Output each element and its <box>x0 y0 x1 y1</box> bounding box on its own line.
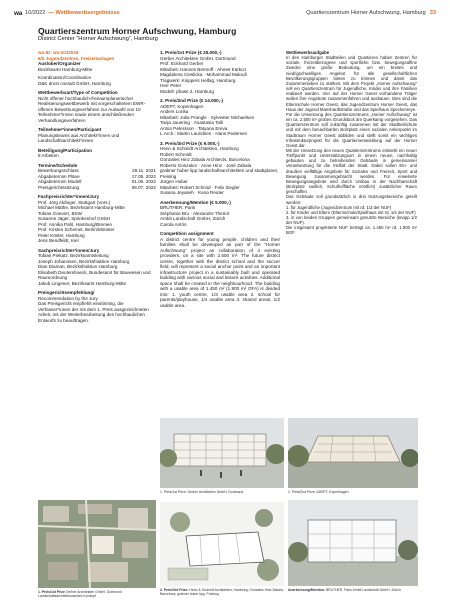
caption-2: 2. Preis/2nd Prize: ADEPT, Kopenhagen <box>288 490 349 494</box>
prize1-heading: 1. Preis/1st Prize (€ 25.000,-) <box>160 50 222 55</box>
caption-3-text: Gerber Architekten GmbH, Dortmund Landschaftsarchitektonisches Konzept <box>38 590 122 598</box>
schedule-date: 06.07. 2022 <box>131 184 156 190</box>
visualization-2-graphic <box>288 418 418 488</box>
caption-3-label: 1. Preis/1st Prize <box>38 590 65 594</box>
article-title-block <box>38 26 418 43</box>
category: 6/5 Jugendzentren, Freizeitanlagen <box>38 55 115 61</box>
image-1st-prize-visualization <box>160 418 284 488</box>
visualization-1-graphic <box>160 418 284 488</box>
caption-4-label: 3. Preis/3rd Prize: <box>160 588 189 592</box>
mention-text: BRUTHER, Paris Stéphanie Bru · Alexandre Theriot Ambit Landschaft GmbH, Zürich Carola Antón <box>160 205 230 227</box>
fact-text: 8 Arbeiten <box>38 153 59 158</box>
image-aerial-site <box>38 500 156 588</box>
page-number: 33 <box>429 10 436 16</box>
prize3-text: Henn & Schmidt Architekten, Hamburg Robert Schmidt Gonzales Hinz Zabala Architects, Barcelona Roberto Gonzalez · Anne Hinz · José Zabala grabner huber lipp landschaftsarchitekten und stadtplaner, Freising Jürgen Huber Mitarbeit: Robert Schmid · Felix Ziegler Susana Jeyaseh · Kena Reuter <box>160 146 279 195</box>
image-mention-visualization <box>288 500 418 586</box>
advisors-heading: Sachpreisrichter*innen/Jury <box>38 247 100 253</box>
fact-heading: Wettbewerbsart/Type of Competition <box>38 90 118 95</box>
schedule-label: Preisgerichtssitzung <box>38 184 80 190</box>
advisors-list: Tobias Piekatz, Bezirksamtsleitung Joseph Johannsen, Bezirksfraktion Hamburg Dian Diaman, Bezirksfraktion Hamburg Elisabeth Deutemboeck, Bundesamt für Bauwesen und Raumordnung Jakob Lingener, Bezirksamt Hamburg-Mitte <box>38 253 151 286</box>
image-2nd-prize-visualization <box>288 418 418 488</box>
prize2-heading: 2. Preis/2nd Prize (€ 14.000,-) <box>160 98 224 103</box>
fact-text: Planungsteams aus Architekt*innen und Landschaftsarchitekt*innen <box>38 132 120 143</box>
running-title: Quartierszentrum Horner Aufschwung, Hamburg <box>306 10 426 16</box>
recommendation-text: Recommendation by the Jury Das Preisgericht empfiehlt einstimmig, die Verfasser*innen der mit dem 1. Preis ausgezeichneten Arbeit, mit der Weiterbearbeitung des hochbaulichen Entwurfs zu beauftragen. <box>38 295 149 323</box>
caption-5-label: Anerkennung/Mention: <box>288 588 325 592</box>
schedule-row <box>38 185 156 191</box>
column-facts <box>38 50 156 323</box>
schedule-label: Abgabetermin Pläne <box>38 173 80 179</box>
plan-3-graphic <box>160 502 284 586</box>
prize2-text: ADEPT, Kopenhagen Anders Lonka Mitarbeit: Julia Prangle · Sylvester Michaelsen Tanja Jauering · Anastasia Talli Anton Petersson · Tatyana Ereva L.Arch.: Martin Lauridsen · Hans Pedersen <box>160 103 255 136</box>
section-label: — Wettbewerbsergebnisse <box>48 10 120 16</box>
caption-3 <box>38 590 156 598</box>
schedule-date: 01.06. 2022 <box>131 179 156 184</box>
article-subtitle: District Center “Horner Aufschwung”, Hamburg <box>38 36 158 42</box>
fact-text: Nicht offener hochbaulich-freiraumplanerischer Realisierungswettbewerb mit vorgeschaltetem EWR-offenen Bewerbungsverfahren zur Auswahl von 10 Teilnehmer*innen sowie einem anschließenden Verhandlungsverfahren <box>38 95 146 123</box>
visualization-mention-graphic <box>288 500 418 586</box>
fact-heading: Teilnehmer*innen/Participant <box>38 127 102 132</box>
recommendation-heading: Preisgerichtsempfehlung/ <box>38 290 95 295</box>
competition-heading: Competition assignment <box>160 231 214 236</box>
schedule-date: 17.05. 2022 <box>131 173 156 179</box>
mention-heading: Anerkennung/Mention (€ 5.000,-) <box>160 199 231 205</box>
schedule-date: 29.11. 2021 <box>132 168 156 173</box>
article-title: Quartierszentrum Horner Aufschwung, Hamburg <box>38 26 237 36</box>
caption-5 <box>288 588 418 592</box>
issue-number: 10/2022 <box>25 10 46 16</box>
jury-list: Prof. Jörg Aldinger, Stuttgart (Vors.) Michael Mathe, Bezirksamt Hamburg-Mitte Tobias Goevert, BSW Susanne Jäger, Sprinkenhof GmbH Prof. Annika Pahl, Hamburg/Bremen Prof. Kirsten Schemel, Berlin/Münster Peter Köster, Hamburg Jens Bendfeldt, Kiel <box>38 199 125 243</box>
wa-id: wa-ID: wa-2032518 <box>38 50 79 55</box>
image-3rd-prize-plan <box>160 502 284 586</box>
caption-5-text: BRUTHER, Paris Ambit Landschaft GmbH, Zürich <box>325 588 401 592</box>
fact-text: Bezirksamt Hamburg-Mitte <box>38 66 93 72</box>
page-header <box>14 8 436 18</box>
prize3-heading: 3. Preis/3rd Prize (€ 9.000,-) <box>160 140 220 146</box>
caption-4-text: Henn & Schmidt Architekten, Hamburg; Gonzales Hinz Zabala, Barcelona; grabner huber lipp, Freising <box>160 588 284 596</box>
fact-text: Koordination/Coordination D&K drost consult GmbH, Hamburg <box>38 75 111 86</box>
caption-1: 1. Preis/1st Prize: Gerber Architekten GmbH, Dortmund <box>160 490 244 494</box>
magazine-logo: wa <box>14 9 23 17</box>
prize1-text: Gerber Architekten GmbH, Dortmund Prof. Eckhard Gerber Mitarbeit: Hannes Bermoff · Ahmet Kürkcü Magdalena Cieslicka · Mohammad Maloufi Tragwerk: Knippers Helbig, Hamburg Herr Peter Modell: phase 2, Hamburg <box>160 55 247 94</box>
schedule-heading: Termine/Schedule <box>38 162 78 168</box>
fact-heading: Auslober/Organizer <box>38 61 81 66</box>
task-text: In den Hamburger Stadtteilen und Quartieren haben Zentren für soziale, freizeitbezogene und sportliche bzw. bewegungsaffine Zwecke eine große Bedeutung, um ein breites und niedrigschwelliges Angebot für alle gesellschaftlichen Bevölkerungsgruppen bieten zu können und damit das Zusammenleben zu stärken. Mit dem Projekt „Horner Aufschwung“ soll ein Quartierszentrum für Jugendliche, Kinder und ihre Familien realisiert werden. Vier auf der Horner Geest vorhandene Träger wollen ihre Angebote zusammenführen und ausbauen. Dies sind die Elternschule Horner Geest, das Jugendzentrum Horner Geest, das Haus der Jugend Manshardtstraße und das Spielhaus Speckenreye. Für die Umsetzung des Quartierszentrums „Horner Aufschwung“ ist ein ca. 2.500 m² großes Grundstück am Querkamp vorgesehen. Das Quartierszentrum soll zukünftig zusammen mit der Stadtteilschule und mit dem benachbarten Bolzplatz einen sozialen Ankerpunkt im Stadtraum Horner Geest abbilden und stellt somit ein wichtiges Infrastrukturprojekt für die Quartiersentwicklung auf der Horner Geest dar. Mit der Umsetzung des neuen Quartierszentrums entsteht ein neuer Treffpunkt und Unterstützungsort in einem neuen, nachhaltig gebauten und zu betreibenden Gebäude in gemeinsamer Verantwortung für die Vielfalt der Stadt. Dabei sollen Ein- und draußen vielfältige Angebote für Soziales und Freizeit, Sport und Bewegung zusammengebracht werden. Für erweiterte Bewegungsangebote wird durch Umbau in der Nachbarschaft (Bolzplatz sudlich, Schulhoffläche nördlich) zusätzlicher Raum geschaffen. Das Gebäude soll grundsätzlich in drei Nutzungsbereiche geteilt werden: 1. für Jugendliche (Jugendzentrum mit rd. 1/3 der NUF) 2. für Kinder und Eltern (Elternschule/Spielhaus mit rd. 1/4 der NUF) 3. in von beiden Gruppen gemeinsam genutzte Bereiche (knapp 1/2 der NUF). Die insgesamt projektierte NUF beträgt ca. 1.450 m² rd. 1.900 m² BGF. <box>286 55 417 236</box>
schedule-label: Abgabetermin Modell <box>38 179 82 184</box>
column-task <box>286 50 417 236</box>
task-heading: Wettbewerbsaufgabe <box>286 50 330 55</box>
aerial-graphic <box>38 500 156 588</box>
schedule-label: Bewerbungsschluss <box>38 168 79 173</box>
caption-4 <box>160 588 284 596</box>
jury-heading: Fachpreisrichter*innen/Jury <box>38 194 100 199</box>
fact-heading: Beteiligung/Participation <box>38 147 93 153</box>
column-prizes <box>160 50 280 308</box>
competition-text: A district centre for young people, children and their families shall be developed as part of the “Horner Aufschwung” project as collaboration of 4 existing providers, on a site with 2.500 m². The future district centre, together with the district school and the soccer field, will represent a social anchor point and an important infrastructure project in a sustainably built and operated building with various social and leisure activities. Additional space shall be created in the neighbourhood. The building with a usable area of 1.450 m² (1.900 m² GFA) is divided into: 1. youth centre, 1/3 usable area 2. school for parents/playhouse, 1/4 usable area 3. shared areas, 1/2 usable area. <box>160 236 280 308</box>
